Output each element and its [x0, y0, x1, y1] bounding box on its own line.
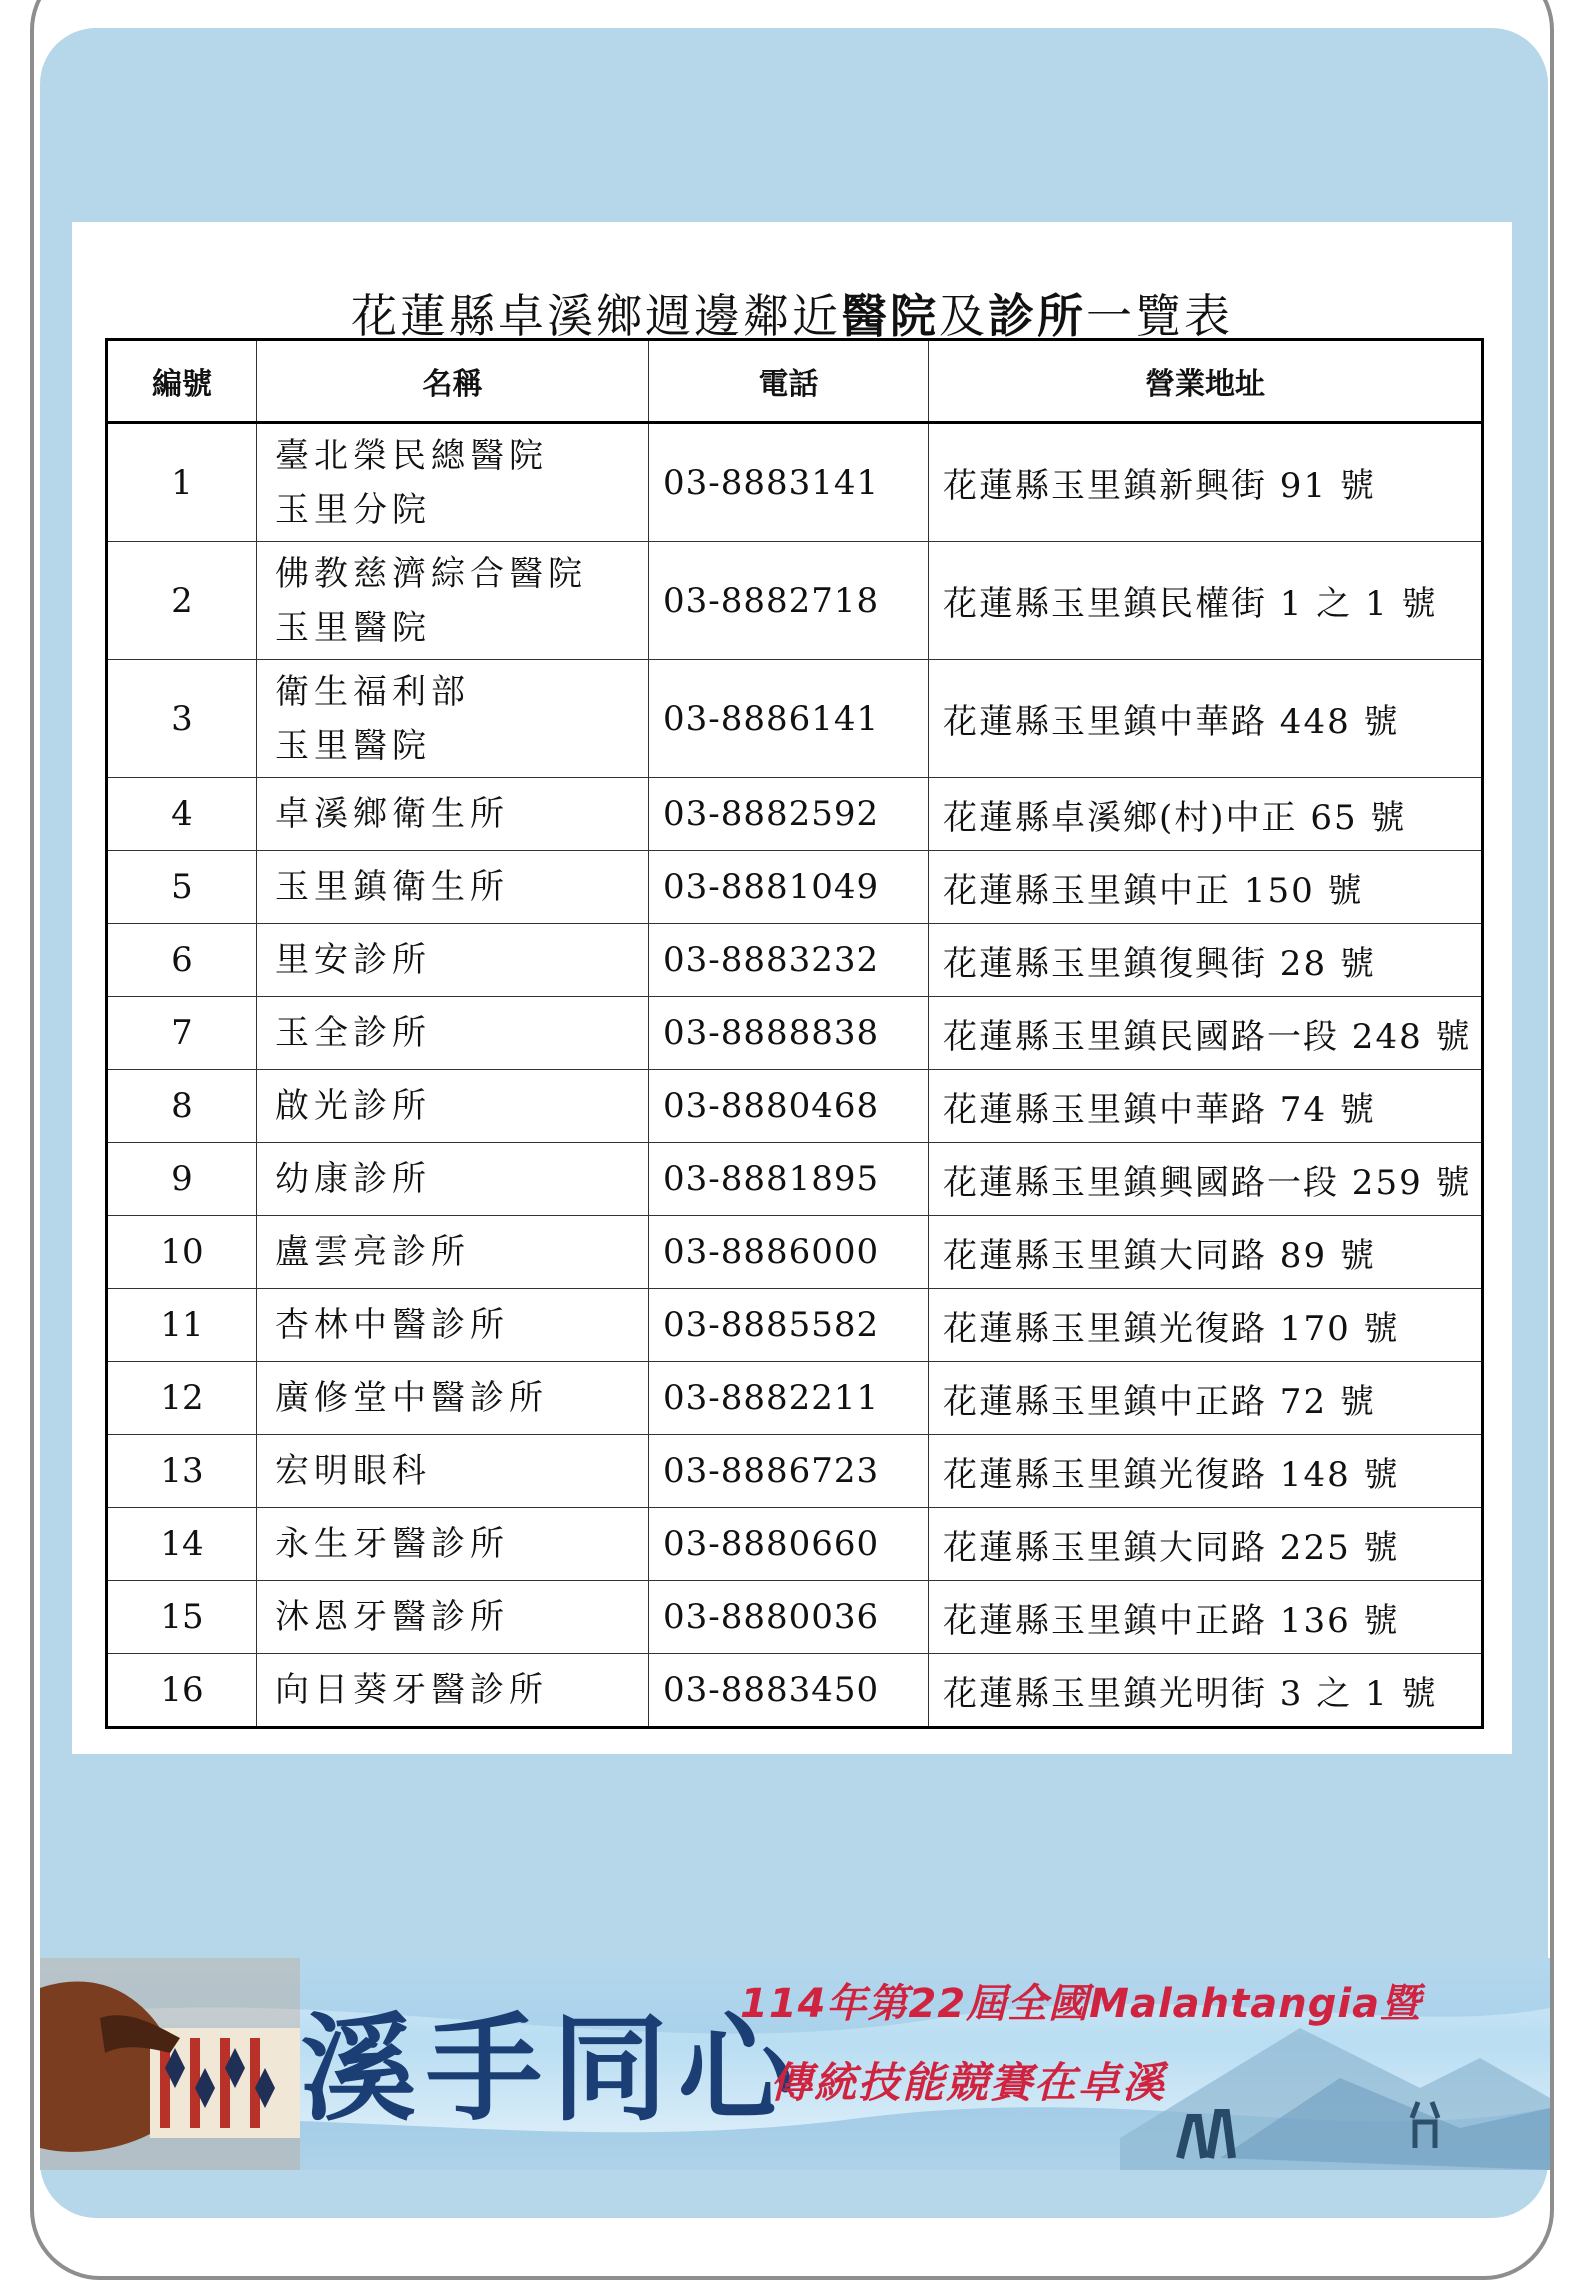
cell-phone: 03-8888838 — [649, 997, 929, 1070]
cell-address: 花蓮縣玉里鎮中華路 74 號 — [929, 1070, 1483, 1143]
cell-address: 花蓮縣玉里鎮興國路一段 259 號 — [929, 1143, 1483, 1216]
table-row — [107, 1435, 1483, 1508]
table-row — [107, 1143, 1483, 1216]
cell-name: 幼康診所 — [257, 1143, 649, 1216]
cell-no: 4 — [107, 778, 257, 851]
header-no: 編號 — [107, 340, 257, 423]
cell-address: 花蓮縣玉里鎮中正路 136 號 — [929, 1581, 1483, 1654]
title-prefix: 花蓮縣卓溪鄉週邊鄰近 — [351, 289, 841, 343]
cell-no: 2 — [107, 542, 257, 660]
cell-name: 沐恩牙醫診所 — [257, 1581, 649, 1654]
cell-address: 花蓮縣玉里鎮大同路 89 號 — [929, 1216, 1483, 1289]
name-line: 玉里醫院 — [275, 725, 431, 766]
cell-name: 杏林中醫診所 — [257, 1289, 649, 1362]
cell-phone: 03-8882211 — [649, 1362, 929, 1435]
cell-address: 花蓮縣卓溪鄉(村)中正 65 號 — [929, 778, 1483, 851]
cell-phone: 03-8885582 — [649, 1289, 929, 1362]
cell-phone: 03-8881049 — [649, 851, 929, 924]
title-clinic: 診所 — [988, 289, 1086, 343]
cell-name: 向日葵牙醫診所 — [257, 1654, 649, 1728]
cell-no: 12 — [107, 1362, 257, 1435]
cell-address: 花蓮縣玉里鎮中正 150 號 — [929, 851, 1483, 924]
table-row — [107, 1362, 1483, 1435]
table-row — [107, 1581, 1483, 1654]
cell-name — [257, 542, 649, 660]
cell-no: 11 — [107, 1289, 257, 1362]
header-name: 名稱 — [257, 340, 649, 423]
cell-no: 3 — [107, 660, 257, 778]
cell-phone: 03-8886141 — [649, 660, 929, 778]
table-row — [107, 1654, 1483, 1728]
cell-no: 9 — [107, 1143, 257, 1216]
cell-address: 花蓮縣玉里鎮光明街 3 之 1 號 — [929, 1654, 1483, 1728]
header-address: 營業地址 — [929, 340, 1483, 423]
cell-address: 花蓮縣玉里鎮光復路 170 號 — [929, 1289, 1483, 1362]
cell-name: 玉里鎮衛生所 — [257, 851, 649, 924]
cell-phone: 03-8880468 — [649, 1070, 929, 1143]
cell-phone: 03-8886000 — [649, 1216, 929, 1289]
table-row — [107, 851, 1483, 924]
banner-event-line: 114年第22屆全國Malahtangia暨 — [740, 1981, 1422, 2027]
cell-phone: 03-8880036 — [649, 1581, 929, 1654]
table-header-row — [107, 340, 1483, 423]
cell-name: 里安診所 — [257, 924, 649, 997]
cell-phone: 03-8883232 — [649, 924, 929, 997]
cell-address: 花蓮縣玉里鎮大同路 225 號 — [929, 1508, 1483, 1581]
table-row — [107, 1289, 1483, 1362]
cell-address: 花蓮縣玉里鎮民國路一段 248 號 — [929, 997, 1483, 1070]
table-row — [107, 660, 1483, 778]
name-line: 玉里醫院 — [275, 607, 431, 648]
event-banner — [40, 1958, 1550, 2170]
header-phone: 電話 — [649, 340, 929, 423]
cell-no: 15 — [107, 1581, 257, 1654]
cell-address: 花蓮縣玉里鎮中華路 448 號 — [929, 660, 1483, 778]
facility-table — [105, 338, 1484, 1729]
cell-no: 14 — [107, 1508, 257, 1581]
cell-phone: 03-8883450 — [649, 1654, 929, 1728]
cell-name: 玉全診所 — [257, 997, 649, 1070]
cell-phone: 03-8882592 — [649, 778, 929, 851]
title-hospital: 醫院 — [841, 289, 939, 343]
table-row — [107, 924, 1483, 997]
name-line: 玉里分院 — [275, 489, 431, 530]
cell-no: 7 — [107, 997, 257, 1070]
weaving-illustration — [40, 1958, 300, 2170]
cell-address: 花蓮縣玉里鎮復興街 28 號 — [929, 924, 1483, 997]
cell-address: 花蓮縣玉里鎮民權街 1 之 1 號 — [929, 542, 1483, 660]
table-row — [107, 542, 1483, 660]
table-row — [107, 423, 1483, 542]
title-and: 及 — [939, 289, 988, 343]
cell-name: 卓溪鄉衛生所 — [257, 778, 649, 851]
cell-phone: 03-8886723 — [649, 1435, 929, 1508]
cell-name: 盧雲亮診所 — [257, 1216, 649, 1289]
cell-name: 永生牙醫診所 — [257, 1508, 649, 1581]
cell-no: 8 — [107, 1070, 257, 1143]
cell-name — [257, 423, 649, 542]
cell-address: 花蓮縣玉里鎮中正路 72 號 — [929, 1362, 1483, 1435]
cell-no: 1 — [107, 423, 257, 542]
cell-no: 13 — [107, 1435, 257, 1508]
name-line: 佛教慈濟綜合醫院 — [275, 553, 587, 594]
cell-no: 10 — [107, 1216, 257, 1289]
cell-phone: 03-8881895 — [649, 1143, 929, 1216]
cell-name: 啟光診所 — [257, 1070, 649, 1143]
table-row — [107, 1508, 1483, 1581]
table-row — [107, 997, 1483, 1070]
cell-no: 16 — [107, 1654, 257, 1728]
cell-address: 花蓮縣玉里鎮新興街 91 號 — [929, 423, 1483, 542]
page-title — [72, 280, 1512, 346]
cell-name — [257, 660, 649, 778]
cell-no: 5 — [107, 851, 257, 924]
cell-phone: 03-8883141 — [649, 423, 929, 542]
banner-competition-line: 傳統技能競賽在卓溪 — [770, 2058, 1167, 2107]
banner-main-title: 溪手同心 — [300, 2002, 804, 2137]
cell-name: 宏明眼科 — [257, 1435, 649, 1508]
title-suffix: 一覽表 — [1086, 289, 1233, 343]
cell-address: 花蓮縣玉里鎮光復路 148 號 — [929, 1435, 1483, 1508]
table-row — [107, 1216, 1483, 1289]
table-row — [107, 778, 1483, 851]
cell-phone: 03-8880660 — [649, 1508, 929, 1581]
table-row — [107, 1070, 1483, 1143]
cell-no: 6 — [107, 924, 257, 997]
document-sheet — [72, 222, 1512, 1754]
cell-name: 廣修堂中醫診所 — [257, 1362, 649, 1435]
cell-phone: 03-8882718 — [649, 542, 929, 660]
name-line: 臺北榮民總醫院 — [275, 435, 548, 476]
name-line: 衛生福利部 — [275, 671, 470, 712]
